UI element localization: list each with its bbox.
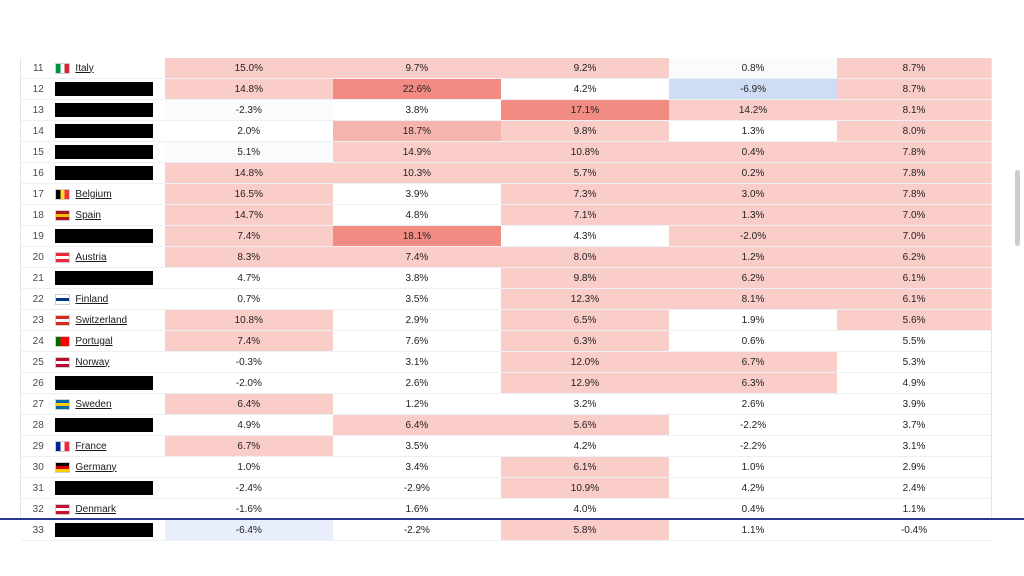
- metric1-cell: 4.7%: [165, 268, 333, 289]
- table-row[interactable]: [21, 457, 991, 478]
- metric4-cell: -2.2%: [669, 415, 837, 436]
- metric1-cell: 1.0%: [165, 457, 333, 478]
- country-cell[interactable]: [55, 205, 164, 226]
- table-body: [21, 58, 991, 541]
- belgium-flag: [55, 189, 70, 200]
- metric5-cell: 3.1%: [837, 436, 991, 457]
- rank-cell: 15: [21, 142, 55, 163]
- metric5-cell: 3.7%: [837, 415, 991, 436]
- table-row[interactable]: [21, 79, 991, 100]
- metric4-cell: -2.2%: [669, 436, 837, 457]
- country-cell[interactable]: [55, 373, 164, 394]
- metric3-cell: 5.7%: [501, 163, 669, 184]
- country-cell[interactable]: [55, 79, 164, 100]
- redaction-bar: [55, 124, 153, 138]
- metric1-cell: -2.4%: [165, 478, 333, 499]
- metric1-cell: 0.7%: [165, 289, 333, 310]
- country-cell-inner: [55, 205, 164, 225]
- country-cell-inner: [55, 373, 164, 393]
- metric5-cell: 8.7%: [837, 79, 991, 100]
- country-cell-inner: [55, 184, 164, 204]
- country-cell-inner: [55, 100, 164, 120]
- rank-cell: 16: [21, 163, 55, 184]
- metric2-cell: 14.9%: [333, 142, 501, 163]
- metric4-cell: 6.7%: [669, 352, 837, 373]
- metric1-cell: 7.4%: [165, 226, 333, 247]
- country-name-link[interactable]: Finland: [75, 293, 109, 305]
- metric2-cell: 4.8%: [333, 205, 501, 226]
- country-cell-inner: [55, 478, 164, 498]
- country-cell-inner: [55, 520, 164, 540]
- country-cell-inner: [55, 310, 164, 330]
- metric3-cell: 6.1%: [501, 457, 669, 478]
- redaction-bar: [55, 145, 153, 159]
- rank-cell: 31: [21, 478, 55, 499]
- rank-cell: 29: [21, 436, 55, 457]
- metric5-cell: 2.9%: [837, 457, 991, 478]
- country-cell-inner: [55, 415, 164, 435]
- metric3-cell: 10.8%: [501, 142, 669, 163]
- rank-cell: 28: [21, 415, 55, 436]
- metric4-cell: 1.0%: [669, 457, 837, 478]
- metric2-cell: 3.8%: [333, 268, 501, 289]
- metric3-cell: 7.1%: [501, 205, 669, 226]
- rank-cell: 22: [21, 289, 55, 310]
- finland-flag: [55, 294, 70, 305]
- metric4-cell: 0.2%: [669, 163, 837, 184]
- metric4-cell: 4.2%: [669, 478, 837, 499]
- country-cell[interactable]: [55, 310, 164, 331]
- table-row[interactable]: [21, 289, 991, 310]
- metric1-cell: 15.0%: [165, 58, 333, 79]
- metric1-cell: 2.0%: [165, 121, 333, 142]
- metric4-cell: 0.4%: [669, 142, 837, 163]
- country-cell[interactable]: [55, 394, 164, 415]
- rank-cell: 13: [21, 100, 55, 121]
- metric4-cell: 0.8%: [669, 58, 837, 79]
- rank-cell: 33: [21, 520, 55, 541]
- country-cell[interactable]: [55, 247, 164, 268]
- table-row[interactable]: [21, 121, 991, 142]
- metric1-cell: 5.1%: [165, 142, 333, 163]
- metric1-cell: 10.8%: [165, 310, 333, 331]
- metric2-cell: -2.2%: [333, 520, 501, 541]
- country-cell[interactable]: [55, 58, 164, 79]
- metric3-cell: 12.9%: [501, 373, 669, 394]
- country-cell-inner: [55, 163, 164, 183]
- metric5-cell: 2.4%: [837, 478, 991, 499]
- country-cell-inner: [55, 121, 164, 141]
- country-cell[interactable]: [55, 457, 164, 478]
- country-name-link[interactable]: Austria: [75, 251, 107, 263]
- metric1-cell: 8.3%: [165, 247, 333, 268]
- metric2-cell: 18.1%: [333, 226, 501, 247]
- table-row[interactable]: [21, 478, 991, 499]
- country-cell-inner: [55, 331, 164, 351]
- vertical-scrollbar-thumb[interactable]: [1015, 170, 1020, 246]
- rank-cell: 14: [21, 121, 55, 142]
- country-cell-inner: [55, 436, 164, 456]
- country-cell-inner: [55, 457, 164, 477]
- metric3-cell: 17.1%: [501, 100, 669, 121]
- metric3-cell: 3.2%: [501, 394, 669, 415]
- rank-cell: 32: [21, 499, 55, 520]
- metric2-cell: 2.6%: [333, 373, 501, 394]
- italy-flag: [55, 63, 70, 74]
- metric4-cell: 1.9%: [669, 310, 837, 331]
- table-row[interactable]: [21, 520, 991, 541]
- country-cell-inner: [55, 499, 164, 519]
- metric3-cell: 8.0%: [501, 247, 669, 268]
- table-row[interactable]: [21, 436, 991, 457]
- rank-cell: 25: [21, 352, 55, 373]
- metric4-cell: -2.0%: [669, 226, 837, 247]
- country-cell-inner: [55, 352, 164, 372]
- country-name-link[interactable]: Portugal: [75, 335, 113, 347]
- redaction-bar: [55, 271, 153, 285]
- metric4-cell: 6.3%: [669, 373, 837, 394]
- metric3-cell: 5.6%: [501, 415, 669, 436]
- country-name-link[interactable]: Belgium: [75, 188, 112, 200]
- metric1-cell: 6.7%: [165, 436, 333, 457]
- spain-flag: [55, 210, 70, 221]
- metric1-cell: -1.6%: [165, 499, 333, 520]
- table-row[interactable]: [21, 58, 991, 79]
- table-row[interactable]: [21, 373, 991, 394]
- metric5-cell: 5.6%: [837, 310, 991, 331]
- table-row[interactable]: [21, 394, 991, 415]
- metric4-cell: 8.1%: [669, 289, 837, 310]
- country-name-link[interactable]: Germany: [75, 461, 117, 473]
- metric5-cell: 7.0%: [837, 226, 991, 247]
- rank-cell: 30: [21, 457, 55, 478]
- metric3-cell: 4.2%: [501, 436, 669, 457]
- rank-cell: 12: [21, 79, 55, 100]
- rank-cell: 11: [21, 58, 55, 79]
- country-cell-inner: [55, 58, 164, 78]
- metric5-cell: 3.9%: [837, 394, 991, 415]
- metric5-cell: 6.2%: [837, 247, 991, 268]
- france-flag: [55, 441, 70, 452]
- metric2-cell: 3.5%: [333, 289, 501, 310]
- metric2-cell: 1.6%: [333, 499, 501, 520]
- country-name-link[interactable]: Spain: [75, 209, 101, 221]
- country-cell[interactable]: [55, 289, 164, 310]
- redaction-bar: [55, 376, 153, 390]
- metric3-cell: 6.3%: [501, 331, 669, 352]
- table-row[interactable]: [21, 205, 991, 226]
- country-name-link[interactable]: Norway: [75, 356, 110, 368]
- metric3-cell: 9.8%: [501, 268, 669, 289]
- metric1-cell: 14.8%: [165, 79, 333, 100]
- country-cell[interactable]: [55, 142, 164, 163]
- country-cell[interactable]: [55, 436, 164, 457]
- metric4-cell: -6.9%: [669, 79, 837, 100]
- metric1-cell: -6.4%: [165, 520, 333, 541]
- redaction-bar: [55, 523, 153, 537]
- country-cell[interactable]: [55, 331, 164, 352]
- table-row[interactable]: [21, 415, 991, 436]
- metric5-cell: -0.4%: [837, 520, 991, 541]
- sweden-flag: [55, 399, 70, 410]
- metric5-cell: 1.1%: [837, 499, 991, 520]
- rank-cell: 17: [21, 184, 55, 205]
- metric4-cell: 1.1%: [669, 520, 837, 541]
- metric2-cell: 3.9%: [333, 184, 501, 205]
- metric5-cell: 7.8%: [837, 163, 991, 184]
- rank-cell: 20: [21, 247, 55, 268]
- metric3-cell: 12.3%: [501, 289, 669, 310]
- redaction-bar: [55, 82, 153, 96]
- table-row[interactable]: [21, 310, 991, 331]
- metric2-cell: 2.9%: [333, 310, 501, 331]
- country-cell-inner: [55, 394, 164, 414]
- country-name-link[interactable]: France: [75, 440, 107, 452]
- country-cell-inner: [55, 268, 164, 288]
- metric2-cell: 10.3%: [333, 163, 501, 184]
- metric5-cell: 6.1%: [837, 268, 991, 289]
- country-cell[interactable]: [55, 100, 164, 121]
- metric1-cell: 6.4%: [165, 394, 333, 415]
- metric3-cell: 9.2%: [501, 58, 669, 79]
- metric2-cell: 3.5%: [333, 436, 501, 457]
- country-cell[interactable]: [55, 184, 164, 205]
- table-row[interactable]: [21, 163, 991, 184]
- country-cell-inner: [55, 79, 164, 99]
- table-row[interactable]: [21, 247, 991, 268]
- metric4-cell: 1.3%: [669, 121, 837, 142]
- country-cell[interactable]: [55, 163, 164, 184]
- redaction-bar: [55, 103, 153, 117]
- metric5-cell: 7.8%: [837, 184, 991, 205]
- norway-flag: [55, 357, 70, 368]
- metric4-cell: 0.4%: [669, 499, 837, 520]
- metric2-cell: -2.9%: [333, 478, 501, 499]
- metric2-cell: 6.4%: [333, 415, 501, 436]
- redaction-bar: [55, 481, 153, 495]
- page-divider-rule: [0, 518, 1024, 520]
- metric3-cell: 4.2%: [501, 79, 669, 100]
- country-cell-inner: [55, 226, 164, 246]
- metric5-cell: 8.1%: [837, 100, 991, 121]
- metric3-cell: 4.0%: [501, 499, 669, 520]
- metric4-cell: 6.2%: [669, 268, 837, 289]
- table-row[interactable]: [21, 100, 991, 121]
- metric3-cell: 6.5%: [501, 310, 669, 331]
- rank-cell: 23: [21, 310, 55, 331]
- rank-cell: 26: [21, 373, 55, 394]
- country-cell[interactable]: [55, 352, 164, 373]
- metric2-cell: 9.7%: [333, 58, 501, 79]
- redaction-bar: [55, 166, 153, 180]
- metric2-cell: 18.7%: [333, 121, 501, 142]
- metric3-cell: 4.3%: [501, 226, 669, 247]
- ranking-table: [21, 58, 991, 541]
- metric4-cell: 14.2%: [669, 100, 837, 121]
- switzerland-flag: [55, 315, 70, 326]
- metric4-cell: 3.0%: [669, 184, 837, 205]
- country-cell[interactable]: [55, 499, 164, 520]
- metric4-cell: 1.3%: [669, 205, 837, 226]
- table-row[interactable]: [21, 331, 991, 352]
- metric3-cell: 5.8%: [501, 520, 669, 541]
- metric5-cell: 5.5%: [837, 331, 991, 352]
- country-cell-inner: [55, 142, 164, 162]
- metric5-cell: 4.9%: [837, 373, 991, 394]
- country-name-link[interactable]: Switzerland: [75, 314, 128, 326]
- country-name-link[interactable]: Denmark: [75, 503, 116, 515]
- table-row[interactable]: [21, 226, 991, 247]
- metric1-cell: -0.3%: [165, 352, 333, 373]
- metric1-cell: 14.8%: [165, 163, 333, 184]
- rank-cell: 27: [21, 394, 55, 415]
- metric2-cell: 3.4%: [333, 457, 501, 478]
- metric2-cell: 3.1%: [333, 352, 501, 373]
- table-row[interactable]: [21, 352, 991, 373]
- metric1-cell: 4.9%: [165, 415, 333, 436]
- country-name-link[interactable]: Italy: [75, 62, 94, 74]
- country-cell[interactable]: [55, 478, 164, 499]
- metric5-cell: 6.1%: [837, 289, 991, 310]
- metric3-cell: 7.3%: [501, 184, 669, 205]
- country-cell[interactable]: [55, 520, 164, 541]
- metric2-cell: 3.8%: [333, 100, 501, 121]
- rank-cell: 24: [21, 331, 55, 352]
- redaction-bar: [55, 229, 153, 243]
- metric4-cell: 2.6%: [669, 394, 837, 415]
- table-row[interactable]: [21, 184, 991, 205]
- redaction-bar: [55, 418, 153, 432]
- metric5-cell: 7.8%: [837, 142, 991, 163]
- metric3-cell: 9.8%: [501, 121, 669, 142]
- metric4-cell: 0.6%: [669, 331, 837, 352]
- metric1-cell: -2.0%: [165, 373, 333, 394]
- metric5-cell: 8.0%: [837, 121, 991, 142]
- metric1-cell: 7.4%: [165, 331, 333, 352]
- country-cell[interactable]: [55, 415, 164, 436]
- rank-cell: 21: [21, 268, 55, 289]
- portugal-flag: [55, 336, 70, 347]
- rank-cell: 19: [21, 226, 55, 247]
- metric2-cell: 7.4%: [333, 247, 501, 268]
- metric1-cell: 14.7%: [165, 205, 333, 226]
- germany-flag: [55, 462, 70, 473]
- metric2-cell: 22.6%: [333, 79, 501, 100]
- table-row[interactable]: [21, 499, 991, 520]
- metric5-cell: 5.3%: [837, 352, 991, 373]
- country-cell[interactable]: [55, 268, 164, 289]
- country-cell-inner: [55, 247, 164, 267]
- metric1-cell: 16.5%: [165, 184, 333, 205]
- metric4-cell: 1.2%: [669, 247, 837, 268]
- denmark-flag: [55, 504, 70, 515]
- metric2-cell: 1.2%: [333, 394, 501, 415]
- ranking-table-container[interactable]: [20, 58, 992, 536]
- country-cell-inner: [55, 289, 164, 309]
- country-cell[interactable]: [55, 121, 164, 142]
- metric2-cell: 7.6%: [333, 331, 501, 352]
- metric5-cell: 8.7%: [837, 58, 991, 79]
- rank-cell: 18: [21, 205, 55, 226]
- metric5-cell: 7.0%: [837, 205, 991, 226]
- country-cell[interactable]: [55, 226, 164, 247]
- metric3-cell: 10.9%: [501, 478, 669, 499]
- table-row[interactable]: [21, 268, 991, 289]
- table-row[interactable]: [21, 142, 991, 163]
- austria-flag: [55, 252, 70, 263]
- metric3-cell: 12.0%: [501, 352, 669, 373]
- metric1-cell: -2.3%: [165, 100, 333, 121]
- country-name-link[interactable]: Sweden: [75, 398, 112, 410]
